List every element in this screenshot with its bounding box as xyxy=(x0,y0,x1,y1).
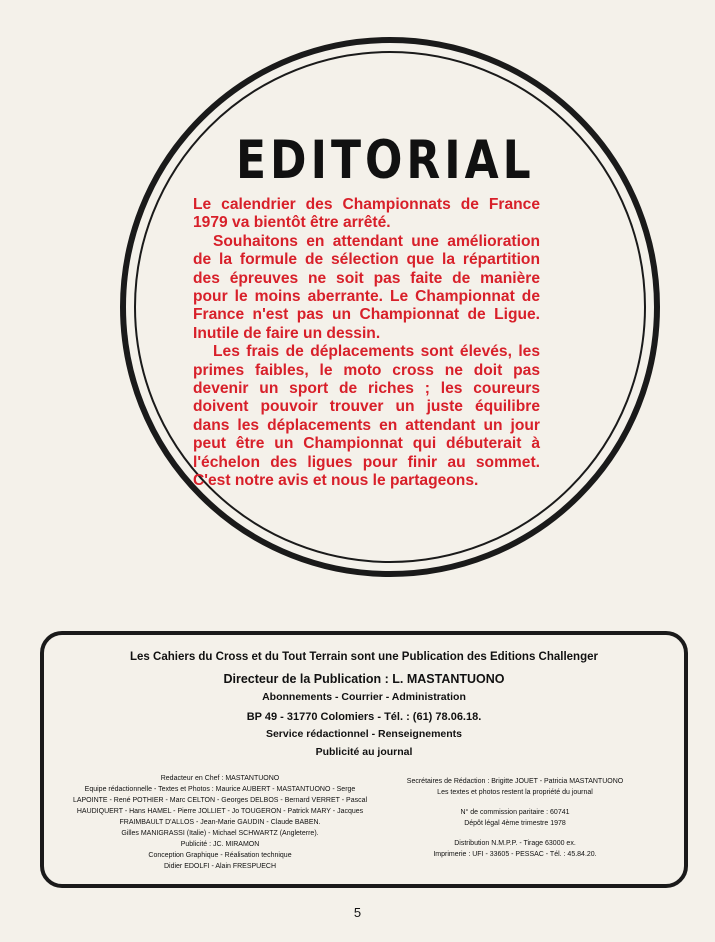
editorial-service-line: Service rédactionnel - Renseignements xyxy=(265,728,463,740)
secretaries-line: Secrétaires de Rédaction : Brigitte JOUET - Patricia MASTANTUONO xyxy=(406,778,624,785)
address-line: BP 49 - 31770 Colomiers - Tél. : (61) 78.06.18. xyxy=(246,711,482,723)
credit-line: Redacteur en Chef : MASTANTUONO xyxy=(160,775,280,782)
credit-line: FRAIMBAULT D'ALLOS - Jean-Marie GAUDIN - Claude BABEN. xyxy=(119,819,321,826)
rights-line: Les textes et photos restent la propriété du journal xyxy=(437,789,593,796)
services-line: Abonnements - Courrier - Administration xyxy=(262,691,466,703)
director-line: Directeur de la Publication : L. MASTANTUONO xyxy=(223,672,505,686)
credit-line: LAPOINTE - René POTHIER - Marc CELTON - Georges DELBOS - Bernard VERRET - Pascal xyxy=(72,797,368,804)
credit-line: HAUDIQUERT - Hans HAMEL - Pierre JOLLIET - Jo TOUGERON - Patrick MARY - Jacques xyxy=(76,808,364,815)
legal-deposit-line: Dépôt légal 4ème trimestre 1978 xyxy=(464,820,566,827)
editorial-paragraph-2: Souhaitons en attendant une amélioration de la formule de sélection que la répartition des épreuves ne soit pas faite de manière pour le moins aberrante. Le Championnat de France n'est pas un Championnat de Ligue. Inutile de faire un dessin. xyxy=(193,232,540,342)
editorial-paragraph-3: Les frais de déplacements sont élevés, les primes faibles, le moto cross ne doit pas devenir un sport de riches ; les coureurs doivent pouvoir trouver un juste équilibre dans les déplacements en attendant un jour peut être un Championnat qui débuterait à l'échelon des ligues pour finir au sommet. C'est notre avis et nous le partageons. xyxy=(193,343,540,490)
credit-line: Conception Graphique - Réalisation technique xyxy=(148,852,292,859)
editorial-title: EDITORIAL xyxy=(236,129,535,192)
advertising-line: Publicité au journal xyxy=(315,746,413,758)
credit-line: Publicité : JC. MIRAMON xyxy=(180,841,260,848)
credits-left xyxy=(55,773,385,872)
printer-line: Imprimerie : UFI - 33605 - PESSAC - Tél. : 45.84.20. xyxy=(433,851,597,858)
credit-line: Gilles MANIGRASSI (Italie) - Michael SCHWARTZ (Angleterre). xyxy=(121,830,319,837)
distribution-line: Distribution N.M.P.P. - Tirage 63000 ex. xyxy=(454,840,576,847)
commission-line: N° de commission paritaire : 60741 xyxy=(460,809,570,816)
page-number: 5 xyxy=(353,905,362,920)
credit-line: Equipe rédactionnelle - Textes et Photos : Maurice AUBERT - MASTANTUONO - Serge xyxy=(84,786,356,793)
credits-right xyxy=(400,776,630,860)
publication-line: Les Cahiers du Cross et du Tout Terrain sont une Publication des Editions Challenger xyxy=(130,651,598,663)
editorial-paragraph-1: Le calendrier des Championnats de France 1979 va bientôt être arrêté. xyxy=(193,196,540,232)
editorial-text xyxy=(193,196,540,491)
credit-line: Didier EDOLFI - Alain FRESPUECH xyxy=(163,863,277,870)
